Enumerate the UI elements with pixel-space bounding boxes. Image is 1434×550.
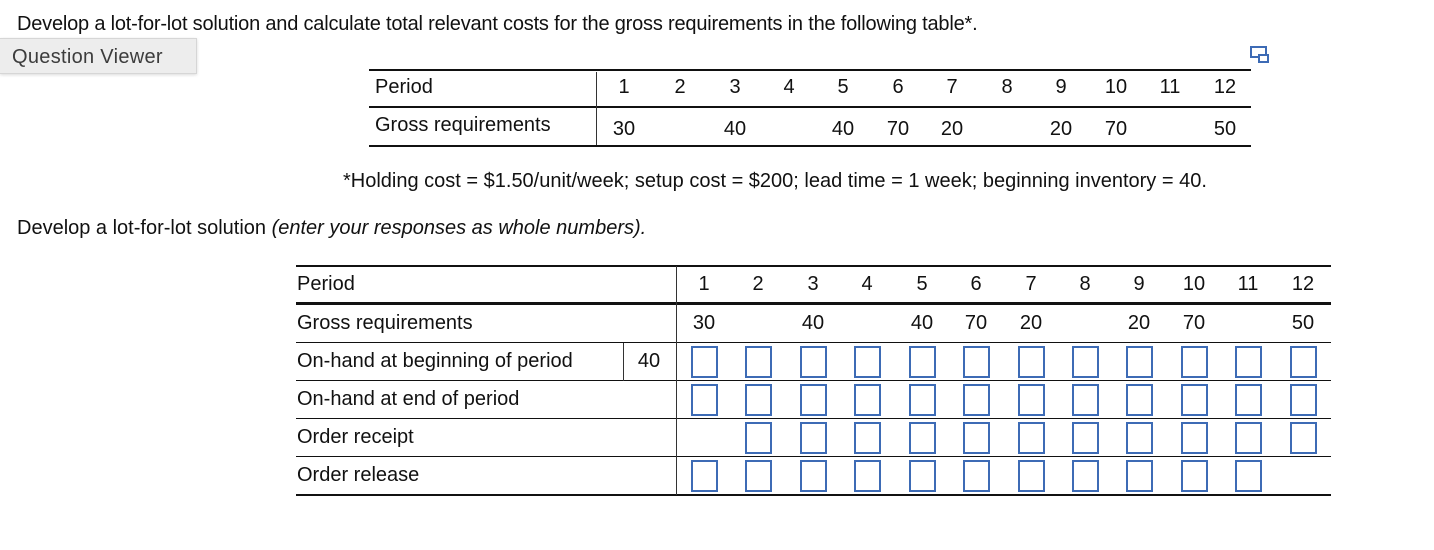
onhand-end-input-11[interactable]: [1235, 384, 1262, 416]
table-rule: [296, 380, 1331, 381]
gross-req-10: 70: [1182, 312, 1206, 334]
onhand-end-label: On-hand at end of period: [297, 388, 520, 410]
order-release-input-3[interactable]: [800, 460, 827, 492]
onhand-end-input-9[interactable]: [1126, 384, 1153, 416]
table-rule: [296, 265, 1331, 267]
onhand-end-input-6[interactable]: [963, 384, 990, 416]
order-release-input-11[interactable]: [1235, 460, 1262, 492]
order-release-input-4[interactable]: [854, 460, 881, 492]
gross-req-7: 20: [1019, 312, 1043, 334]
gross-req-1: 30: [692, 312, 716, 334]
period-label: Period: [297, 273, 355, 295]
gross-req-3: 40: [801, 312, 825, 334]
order-receipt-input-12[interactable]: [1290, 422, 1317, 454]
gross-requirements-label: Gross requirements: [297, 312, 473, 334]
table-rule: [369, 145, 1251, 147]
onhand-begin-input-2[interactable]: [745, 346, 772, 378]
table-divider: [676, 266, 677, 495]
period-1: 1: [698, 273, 710, 295]
order-release-input-1[interactable]: [691, 460, 718, 492]
gross-requirements-label: Gross requirements: [375, 114, 551, 136]
onhand-begin-label: On-hand at beginning of period: [297, 350, 573, 372]
question-viewer-button[interactable]: Question Viewer: [0, 38, 197, 74]
gross-req-7: 20: [940, 118, 964, 140]
gross-req-12: 50: [1213, 118, 1237, 140]
period-11: 11: [1159, 76, 1181, 98]
question-header: Develop a lot-for-lot solution and calculate total relevant costs for the gross requirements in the following table*.: [17, 13, 978, 35]
popout-viewer-icon[interactable]: [1250, 46, 1270, 64]
onhand-end-input-10[interactable]: [1181, 384, 1208, 416]
gross-req-1: 30: [612, 118, 636, 140]
problem-note: *Holding cost = $1.50/unit/week; setup cost = $200; lead time = 1 week; beginning inventory = 40.: [343, 170, 1207, 192]
gross-req-10: 70: [1104, 118, 1128, 140]
onhand-begin-input-7[interactable]: [1018, 346, 1045, 378]
prompt-text: Develop a lot-for-lot solution: [17, 217, 272, 239]
onhand-begin-input-11[interactable]: [1235, 346, 1262, 378]
table-rule: [296, 456, 1331, 457]
prompt-italic: (enter your responses as whole numbers).: [271, 217, 647, 239]
period-6: 6: [892, 76, 904, 98]
gross-req-5: 40: [910, 312, 934, 334]
gross-req-6: 70: [964, 312, 988, 334]
onhand-begin-input-1[interactable]: [691, 346, 718, 378]
table-divider: [596, 72, 597, 145]
onhand-begin-input-4[interactable]: [854, 346, 881, 378]
table-rule: [369, 106, 1251, 108]
gross-req-9: 20: [1127, 312, 1151, 334]
instruction-prompt: [17, 217, 646, 240]
order-receipt-input-7[interactable]: [1018, 422, 1045, 454]
order-receipt-input-11[interactable]: [1235, 422, 1262, 454]
order-receipt-input-8[interactable]: [1072, 422, 1099, 454]
period-6: 6: [970, 273, 982, 295]
order-release-label: Order release: [297, 464, 420, 486]
order-release-input-5[interactable]: [909, 460, 936, 492]
onhand-end-input-1[interactable]: [691, 384, 718, 416]
order-release-input-7[interactable]: [1018, 460, 1045, 492]
period-3: 3: [729, 76, 741, 98]
period-label: Period: [375, 76, 433, 98]
order-receipt-input-5[interactable]: [909, 422, 936, 454]
order-release-input-6[interactable]: [963, 460, 990, 492]
onhand-end-input-5[interactable]: [909, 384, 936, 416]
period-9: 9: [1133, 273, 1145, 295]
period-4: 4: [783, 76, 795, 98]
table-rule: [369, 69, 1251, 71]
table-rule: [296, 494, 1331, 496]
table-rule: [296, 342, 1331, 343]
order-receipt-input-3[interactable]: [800, 422, 827, 454]
period-1: 1: [618, 76, 630, 98]
gross-req-12: 50: [1291, 312, 1315, 334]
order-receipt-input-10[interactable]: [1181, 422, 1208, 454]
period-10: 10: [1104, 76, 1128, 98]
onhand-begin-input-8[interactable]: [1072, 346, 1099, 378]
onhand-end-input-3[interactable]: [800, 384, 827, 416]
period-4: 4: [861, 273, 873, 295]
period-12: 12: [1213, 76, 1237, 98]
period-8: 8: [1079, 273, 1091, 295]
onhand-begin-input-12[interactable]: [1290, 346, 1317, 378]
onhand-begin-input-6[interactable]: [963, 346, 990, 378]
onhand-end-input-4[interactable]: [854, 384, 881, 416]
gross-req-9: 20: [1049, 118, 1073, 140]
period-10: 10: [1182, 273, 1206, 295]
onhand-begin-input-9[interactable]: [1126, 346, 1153, 378]
period-5: 5: [837, 76, 849, 98]
onhand-begin-input-3[interactable]: [800, 346, 827, 378]
period-2: 2: [752, 273, 764, 295]
gross-req-5: 40: [831, 118, 855, 140]
onhand-begin-input-10[interactable]: [1181, 346, 1208, 378]
period-12: 12: [1291, 273, 1315, 295]
period-5: 5: [916, 273, 928, 295]
period-2: 2: [674, 76, 686, 98]
period-9: 9: [1055, 76, 1067, 98]
period-3: 3: [807, 273, 819, 295]
gross-req-3: 40: [723, 118, 747, 140]
period-11: 11: [1237, 273, 1259, 295]
onhand-end-input-12[interactable]: [1290, 384, 1317, 416]
order-release-input-8[interactable]: [1072, 460, 1099, 492]
period-8: 8: [1001, 76, 1013, 98]
order-receipt-input-9[interactable]: [1126, 422, 1153, 454]
order-receipt-input-4[interactable]: [854, 422, 881, 454]
period-7: 7: [1025, 273, 1037, 295]
onhand-end-input-8[interactable]: [1072, 384, 1099, 416]
onhand-end-input-7[interactable]: [1018, 384, 1045, 416]
order-release-input-9[interactable]: [1126, 460, 1153, 492]
onhand-begin-input-5[interactable]: [909, 346, 936, 378]
table-divider: [623, 343, 624, 381]
period-7: 7: [946, 76, 958, 98]
order-release-input-10[interactable]: [1181, 460, 1208, 492]
gross-req-6: 70: [886, 118, 910, 140]
table-rule: [296, 418, 1331, 419]
order-receipt-label: Order receipt: [297, 426, 414, 448]
order-receipt-input-2[interactable]: [745, 422, 772, 454]
table-rule: [296, 302, 1331, 305]
onhand-begin-initial: 40: [637, 350, 661, 372]
order-release-input-2[interactable]: [745, 460, 772, 492]
order-receipt-input-6[interactable]: [963, 422, 990, 454]
onhand-end-input-2[interactable]: [745, 384, 772, 416]
